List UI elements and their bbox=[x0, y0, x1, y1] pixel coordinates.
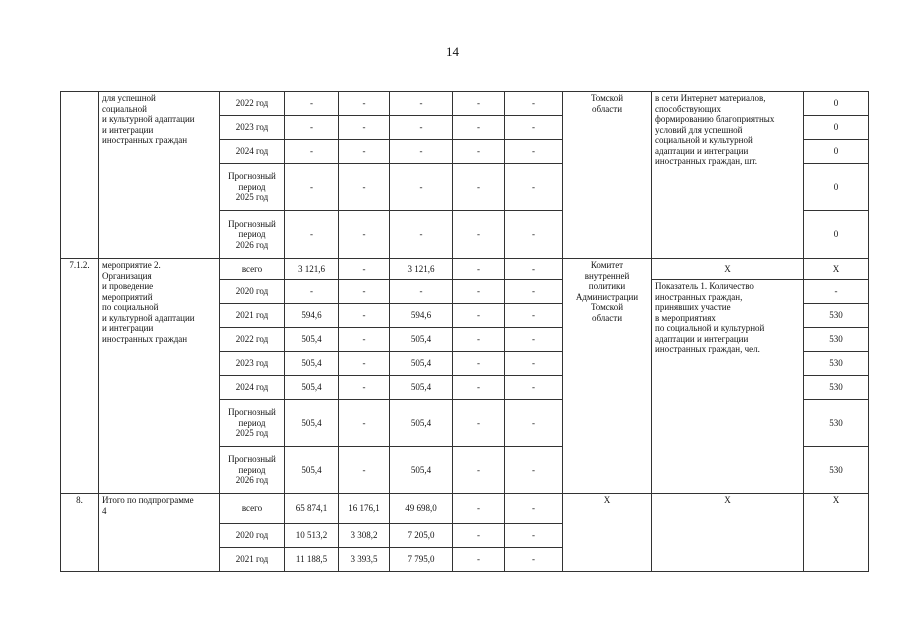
funding-value: - bbox=[390, 140, 453, 164]
executor-line: Комитет bbox=[590, 260, 624, 270]
indicator-value: 0 bbox=[804, 92, 869, 116]
row-number: 7.1.2. bbox=[61, 259, 99, 494]
funding-value: - bbox=[505, 352, 563, 376]
period-cell bbox=[220, 259, 285, 280]
funding-value: - bbox=[339, 259, 390, 280]
funding-value: - bbox=[453, 352, 505, 376]
period-cell bbox=[220, 352, 285, 376]
funding-value: - bbox=[339, 447, 390, 494]
indicator-value: 0 bbox=[804, 211, 869, 259]
period-cell bbox=[220, 140, 285, 164]
funding-value: - bbox=[505, 259, 563, 280]
period-label: Прогнозный bbox=[228, 171, 276, 182]
indicator-value: 530 bbox=[804, 352, 869, 376]
indicator-line: иностранных граждан, шт. bbox=[655, 156, 758, 166]
measure-name-line: и проведение bbox=[102, 281, 154, 291]
table-row bbox=[61, 494, 869, 524]
period-label: период bbox=[238, 229, 266, 240]
funding-value: - bbox=[339, 352, 390, 376]
period-label: Прогнозный bbox=[228, 407, 276, 418]
measure-name-line: и культурной адаптации bbox=[102, 312, 195, 323]
funding-value: - bbox=[339, 280, 390, 304]
executor bbox=[563, 259, 652, 494]
period-label: 2025 год bbox=[235, 428, 269, 439]
funding-value: 16 176,1 bbox=[339, 494, 390, 524]
row-number bbox=[61, 92, 99, 259]
funding-value: - bbox=[339, 211, 390, 259]
funding-value: - bbox=[453, 447, 505, 494]
funding-value: - bbox=[285, 280, 339, 304]
funding-value: 505,4 bbox=[390, 352, 453, 376]
period-label: 2023 год bbox=[235, 358, 269, 369]
funding-value: 3 393,5 bbox=[339, 548, 390, 572]
period-label: 2025 год bbox=[235, 192, 269, 203]
period-cell bbox=[220, 116, 285, 140]
period-label: 2026 год bbox=[235, 475, 269, 486]
period-label: Прогнозный bbox=[228, 218, 276, 229]
indicator-line: формированию благоприятных bbox=[655, 114, 775, 124]
funding-value: - bbox=[505, 548, 563, 572]
indicator-line: Показатель 1. Количество bbox=[655, 281, 754, 291]
measure-name-line: по социальной bbox=[102, 302, 159, 312]
indicator-line: условий для успешной bbox=[655, 124, 743, 135]
period-cell bbox=[220, 164, 285, 211]
indicator-name bbox=[652, 494, 804, 572]
executor-line: Томской bbox=[590, 302, 624, 312]
funding-value: - bbox=[453, 140, 505, 164]
funding-value: 65 874,1 bbox=[285, 494, 339, 524]
funding-value: - bbox=[339, 328, 390, 352]
indicator-line: X bbox=[724, 495, 731, 505]
indicator-value: 0 bbox=[804, 116, 869, 140]
table-row bbox=[61, 259, 869, 280]
funding-value: 7 205,0 bbox=[390, 524, 453, 548]
funding-value: 49 698,0 bbox=[390, 494, 453, 524]
indicator-line: адаптации и интеграции bbox=[655, 333, 749, 344]
indicator-line: иностранных граждан, чел. bbox=[655, 344, 760, 354]
measure-name-line: иностранных граждан bbox=[102, 135, 188, 145]
indicator-value: 530 bbox=[804, 400, 869, 447]
period-cell bbox=[220, 280, 285, 304]
indicator-name bbox=[652, 92, 804, 259]
page-number: 14 bbox=[446, 44, 459, 59]
funding-value: - bbox=[453, 494, 505, 524]
funding-value: - bbox=[505, 211, 563, 259]
funding-value: - bbox=[505, 280, 563, 304]
program-table bbox=[60, 91, 869, 572]
period-cell bbox=[220, 494, 285, 524]
executor-line: X bbox=[603, 495, 611, 505]
executor-line: внутренней bbox=[584, 270, 630, 281]
funding-value: - bbox=[505, 400, 563, 447]
funding-value: - bbox=[285, 116, 339, 140]
funding-value: - bbox=[339, 140, 390, 164]
period-cell bbox=[220, 447, 285, 494]
funding-value: - bbox=[453, 280, 505, 304]
period-label: 2021 год bbox=[235, 554, 269, 565]
period-cell bbox=[220, 304, 285, 328]
funding-value: - bbox=[285, 164, 339, 211]
funding-value: 505,4 bbox=[390, 376, 453, 400]
funding-value: - bbox=[505, 304, 563, 328]
funding-value: - bbox=[453, 211, 505, 259]
indicator-value: 530 bbox=[804, 447, 869, 494]
funding-value: - bbox=[453, 524, 505, 548]
period-label: 2024 год bbox=[235, 382, 269, 393]
indicator-value: 0 bbox=[804, 140, 869, 164]
measure-name-line: Итого по подпрограмме bbox=[102, 495, 194, 505]
indicator-value: 530 bbox=[804, 304, 869, 328]
indicator-name bbox=[652, 280, 804, 494]
funding-value: - bbox=[339, 400, 390, 447]
funding-value: - bbox=[339, 164, 390, 211]
indicator-line: социальной и культурной bbox=[655, 135, 753, 145]
indicator-value: X bbox=[804, 259, 869, 280]
measure-name-line: и интеграции bbox=[102, 323, 154, 333]
period-label: период bbox=[238, 181, 266, 192]
period-cell bbox=[220, 328, 285, 352]
period-cell bbox=[220, 376, 285, 400]
indicator-line: в мероприятиях bbox=[655, 312, 716, 323]
funding-value: 3 121,6 bbox=[285, 259, 339, 280]
funding-value: 3 308,2 bbox=[339, 524, 390, 548]
funding-value: 505,4 bbox=[390, 447, 453, 494]
measure-name-line: мероприятий bbox=[102, 291, 153, 302]
period-label: 2024 год bbox=[235, 146, 269, 157]
measure-name-line: для успешной bbox=[102, 93, 156, 103]
executor-line: Администрации bbox=[575, 291, 639, 302]
funding-value: - bbox=[505, 494, 563, 524]
funding-value: 505,4 bbox=[390, 328, 453, 352]
funding-value: 505,4 bbox=[285, 376, 339, 400]
period-label: всего bbox=[241, 263, 263, 274]
measure-name bbox=[99, 494, 220, 572]
funding-value: - bbox=[505, 328, 563, 352]
indicator-line: способствующих bbox=[655, 103, 721, 114]
period-cell bbox=[220, 524, 285, 548]
funding-value: - bbox=[285, 140, 339, 164]
period-cell bbox=[220, 92, 285, 116]
funding-value: - bbox=[453, 164, 505, 211]
funding-value: - bbox=[505, 140, 563, 164]
funding-value: - bbox=[453, 92, 505, 116]
measure-name-line: социальной bbox=[102, 103, 147, 114]
indicator-line: иностранных граждан, bbox=[655, 291, 743, 302]
measure-name bbox=[99, 92, 220, 259]
row-number: 8. bbox=[61, 494, 99, 572]
indicator-line: принявших участие bbox=[655, 302, 731, 312]
funding-value: - bbox=[285, 92, 339, 116]
indicator-line: по социальной и культурной bbox=[655, 323, 765, 333]
funding-value: 10 513,2 bbox=[285, 524, 339, 548]
period-cell bbox=[220, 211, 285, 259]
funding-value: - bbox=[453, 376, 505, 400]
funding-value: - bbox=[505, 376, 563, 400]
period-cell bbox=[220, 400, 285, 447]
indicator-value: 530 bbox=[804, 328, 869, 352]
indicator-line: в сети Интернет материалов, bbox=[655, 93, 766, 103]
indicator-line: адаптации и интеграции bbox=[655, 145, 749, 156]
funding-value: - bbox=[390, 211, 453, 259]
period-label: Прогнозный bbox=[228, 454, 276, 465]
period-label: 2026 год bbox=[235, 239, 269, 250]
funding-value: 505,4 bbox=[285, 400, 339, 447]
funding-value: 594,6 bbox=[390, 304, 453, 328]
funding-value: - bbox=[390, 116, 453, 140]
funding-value: - bbox=[390, 164, 453, 211]
funding-value: - bbox=[285, 211, 339, 259]
funding-value: - bbox=[505, 116, 563, 140]
funding-value: 11 188,5 bbox=[285, 548, 339, 572]
funding-value: - bbox=[390, 92, 453, 116]
funding-value: - bbox=[505, 447, 563, 494]
period-label: период bbox=[238, 417, 266, 428]
measure-name bbox=[99, 259, 220, 494]
executor-line: Томской bbox=[590, 93, 624, 103]
funding-value: - bbox=[339, 92, 390, 116]
funding-value: 505,4 bbox=[285, 328, 339, 352]
period-label: 2020 год bbox=[235, 286, 269, 297]
indicator-value: 530 bbox=[804, 376, 869, 400]
funding-value: - bbox=[453, 328, 505, 352]
period-label: 2021 год bbox=[235, 310, 269, 321]
period-label: 2022 год bbox=[235, 334, 269, 345]
measure-name-line: 4 bbox=[102, 505, 107, 516]
measure-name-line: и культурной адаптации bbox=[102, 114, 195, 124]
measure-name-line: иностранных граждан bbox=[102, 333, 188, 344]
funding-value: 7 795,0 bbox=[390, 548, 453, 572]
period-label: 2020 год bbox=[235, 530, 269, 541]
funding-value: - bbox=[505, 92, 563, 116]
indicator-header: X bbox=[652, 259, 804, 280]
executor-line: области bbox=[591, 312, 623, 323]
funding-value: - bbox=[390, 280, 453, 304]
funding-value: - bbox=[339, 376, 390, 400]
funding-value: - bbox=[339, 116, 390, 140]
funding-value: - bbox=[339, 304, 390, 328]
executor bbox=[563, 494, 652, 572]
executor-line: области bbox=[591, 103, 623, 114]
indicator-value: - bbox=[804, 280, 869, 304]
funding-value: 3 121,6 bbox=[390, 259, 453, 280]
funding-value: 505,4 bbox=[285, 447, 339, 494]
executor bbox=[563, 92, 652, 259]
period-label: 2022 год bbox=[235, 98, 269, 109]
indicator-value: X bbox=[804, 494, 869, 572]
measure-name-line: мероприятие 2. bbox=[102, 260, 161, 270]
indicator-value: 0 bbox=[804, 164, 869, 211]
funding-value: - bbox=[453, 116, 505, 140]
period-label: 2023 год bbox=[235, 122, 269, 133]
measure-name-line: Организация bbox=[102, 270, 152, 281]
period-label: всего bbox=[241, 503, 263, 514]
period-cell bbox=[220, 548, 285, 572]
table-row bbox=[61, 92, 869, 116]
funding-value: - bbox=[505, 164, 563, 211]
funding-value: - bbox=[505, 524, 563, 548]
funding-value: - bbox=[453, 259, 505, 280]
measure-name-line: и интеграции bbox=[102, 124, 154, 135]
funding-value: - bbox=[453, 400, 505, 447]
funding-value: - bbox=[453, 548, 505, 572]
funding-value: 505,4 bbox=[390, 400, 453, 447]
period-label: период bbox=[238, 464, 266, 475]
funding-value: 594,6 bbox=[285, 304, 339, 328]
funding-value: - bbox=[453, 304, 505, 328]
funding-value: 505,4 bbox=[285, 352, 339, 376]
executor-line: политики bbox=[588, 281, 626, 291]
